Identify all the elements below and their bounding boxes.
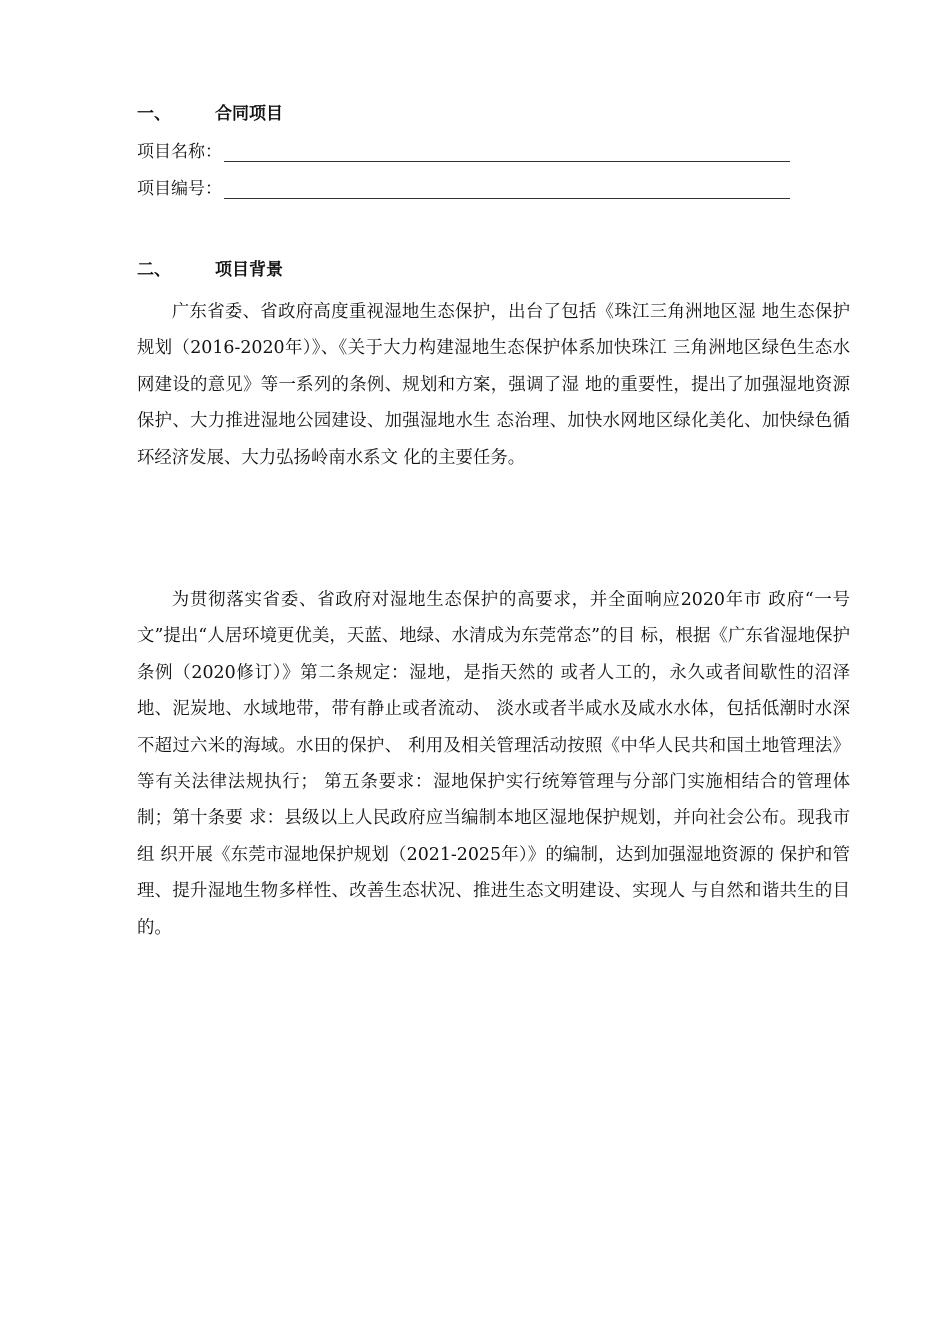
section-heading-project-background: [137, 255, 283, 280]
project-number-label: 项目编号：: [137, 179, 222, 199]
section-heading-contract-project: [137, 99, 283, 124]
background-paragraph-1: 广东省委、省政府高度重视湿地生态保护，出台了包括《珠江三角洲地区湿 地生态保护规划（2016-2020年）》、《关于大力构建湿地生态保护体系加快珠江 三角洲地区绿色生态水网建设的意见》等一系列的条例、规划和方案，强调了湿 地的重要性，提出了加强湿地资源保护、大力推进湿地公园建设、加强湿地水生 态治理、加快水网地区绿化美化、加快绿色循环经济发展、大力弘扬岭南水系文 化的主要任务。: [137, 302, 850, 468]
project-name-field: [137, 137, 790, 162]
section-number: 一、: [137, 104, 171, 124]
project-name-label: 项目名称：: [137, 142, 222, 162]
project-number-blank-line: [224, 180, 790, 199]
background-paragraph-2: 为贯彻落实省委、省政府对湿地生态保护的高要求，并全面响应2020年市 政府“一号文”提出“人居环境更优美，天蓝、地绿、水清成为东莞常态”的目 标，根据《广东省湿地保护条例（2020修订）》第二条规定：湿地，是指天然的 或者人工的，永久或者间歇性的沼泽地、泥炭地、水域地带，带有静止或者流动、 淡水或者半咸水及咸水水体，包括低潮时水深不超过六米的海域。水田的保护、 利用及相关管理活动按照《中华人民共和国土地管理法》等有关法律法规执行； 第五条要求：湿地保护实行统筹管理与分部门实施相结合的管理体制；第十条要 求：县级以上人民政府应当编制本地区湿地保护规划，并向社会公布。现我市组 织开展《东莞市湿地保护规划（2021-2025年）》的编制，达到加强湿地资源的 保护和管理、提升湿地生物多样性、改善生态状况、推进生态文明建设、实现人 与自然和谐共生的目的。: [137, 590, 850, 938]
section-title: 项目背景: [215, 260, 283, 280]
project-number-field: [137, 174, 790, 199]
section-number: 二、: [137, 260, 171, 280]
section-title: 合同项目: [215, 104, 283, 124]
project-name-blank-line: [224, 143, 790, 162]
